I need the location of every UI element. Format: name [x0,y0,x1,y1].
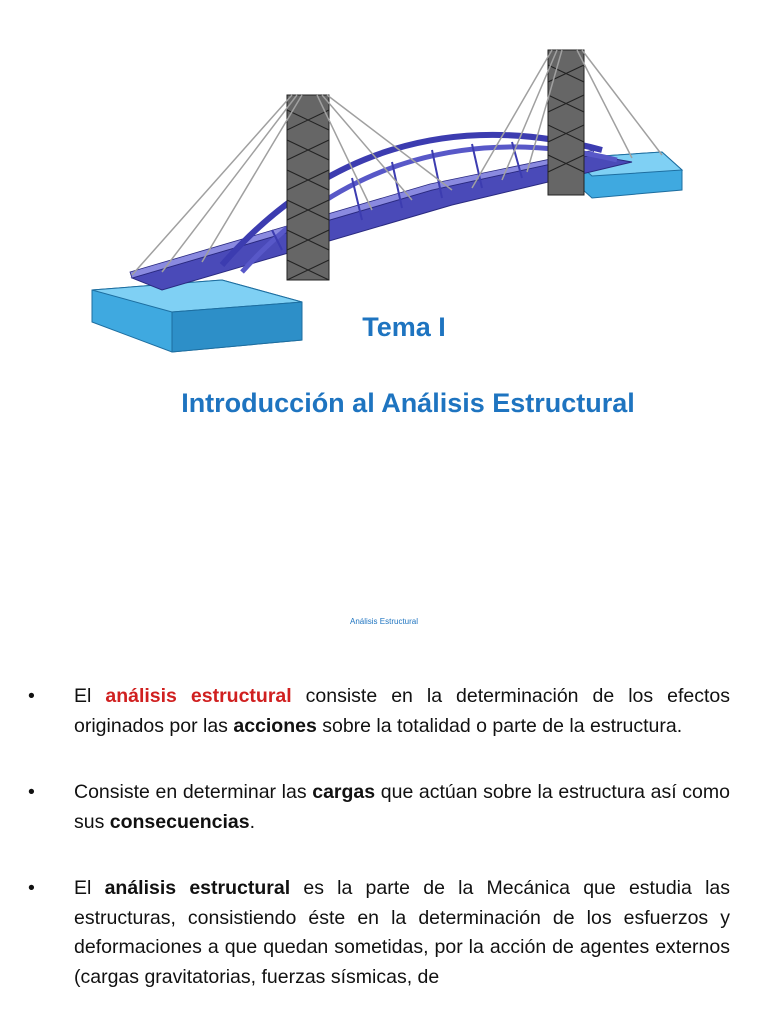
slide-title: Tema I [362,312,446,342]
bold-term: análisis estructural [104,877,291,899]
bullet-item [26,778,730,837]
bullet-icon: • [28,877,35,899]
bullet-text: sobre la totalidad o parte de la estructura. [316,714,683,737]
left-tower [287,95,329,280]
right-tower [548,50,584,195]
bullet-item [26,874,730,992]
bullet-text: El [74,877,105,899]
bullet-text: es la parte de la Mecánica que estudia las estructuras, consistiendo éste en la determinación de los esfuerzos y deformaciones a que quedan sometidas, por la acción de agentes externos (cargas gravitatorias, fuerzas sísmicas, de [74,877,730,988]
highlight-term: análisis estructural [105,685,292,707]
bold-term: consecuencias [109,810,250,833]
bullet-list [26,682,730,1029]
bullet-icon: • [28,685,35,707]
bullet-text: consiste en la determinación de los efectos originados por las [74,685,730,737]
bullet-text: que actúan sobre la estructura así como sus [74,781,730,833]
bullet-item [26,682,730,741]
bold-term: acciones [233,714,317,737]
slide-subtitle: Introducción al Análisis Estructural [181,388,635,418]
bullet-text: Consiste en determinar las [74,781,313,803]
bold-term: cargas [312,781,376,803]
bullet-text: . [249,810,256,833]
bullet-icon: • [28,781,35,803]
bullet-text: El [74,685,106,707]
slide-caption: Análisis Estructural [349,617,419,626]
